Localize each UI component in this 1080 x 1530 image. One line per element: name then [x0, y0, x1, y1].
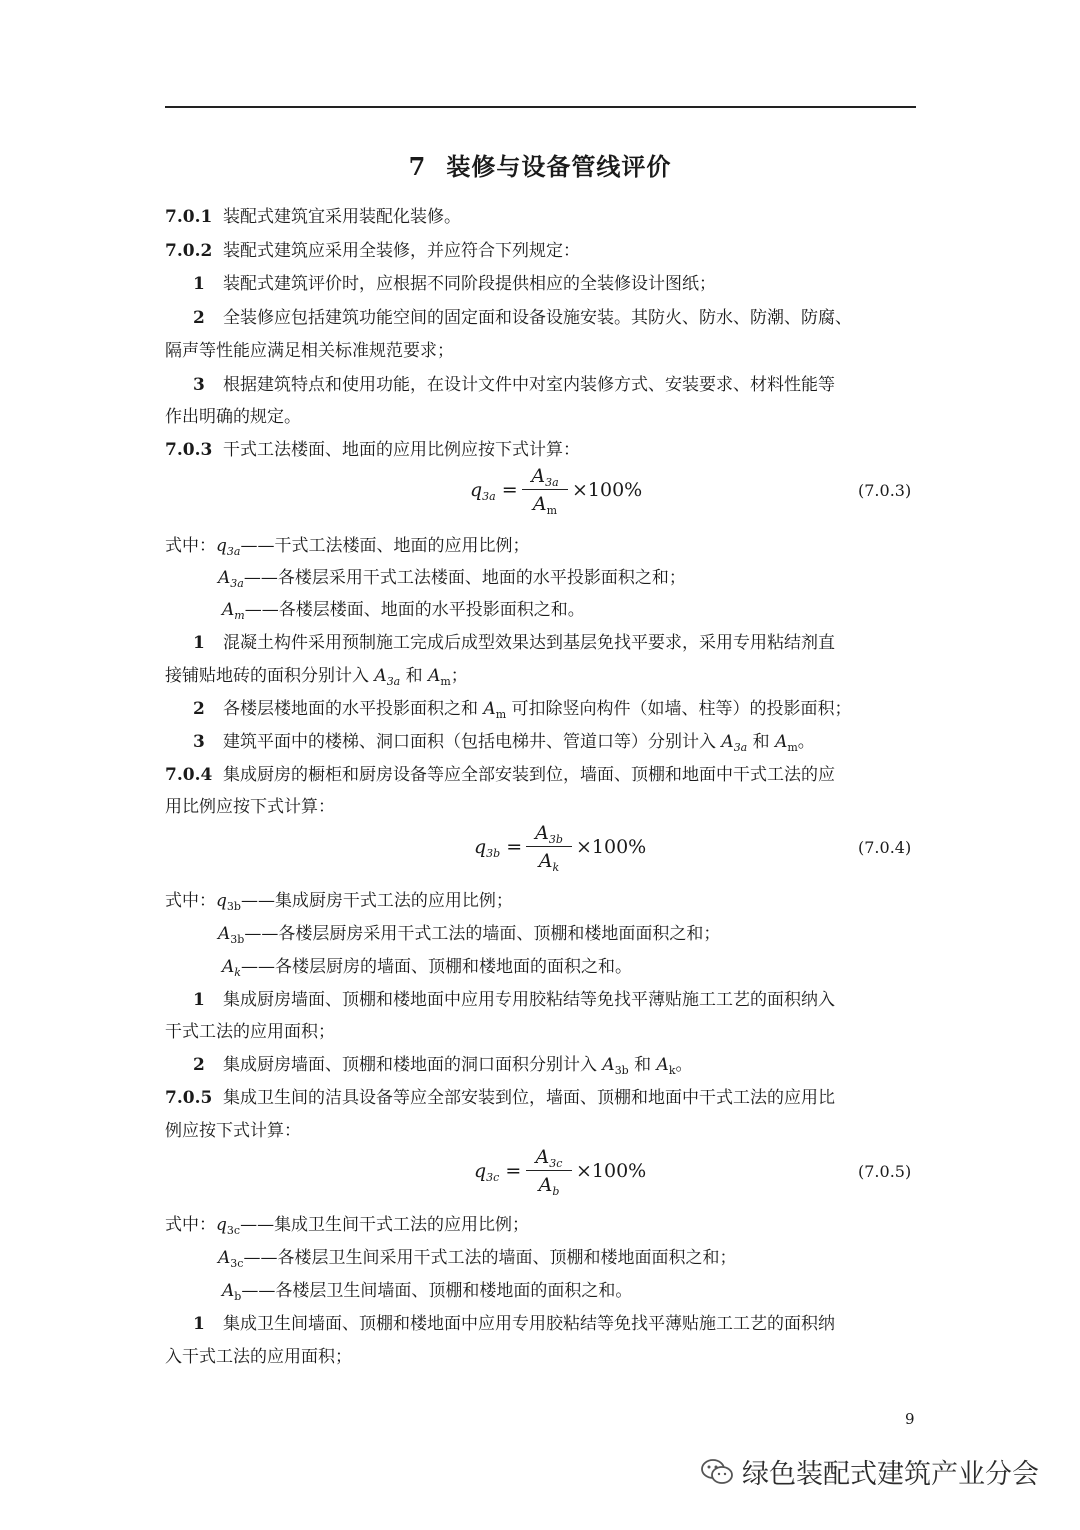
- def-a3c: $A_{3c}——$各楼层卫生间采用干式工法的墙面、顶棚和楼地面面积之和；: [218, 1248, 737, 1270]
- clause-7-0-2-item-2: 2 全装修应包括建筑功能空间的固定面和设备设施安装。其防火、防水、防潮、防腐、: [193, 308, 852, 328]
- clause-7-0-3-item-1: 1 混凝土构件采用预制施工完成后成型效果达到基层免找平要求，采用专用粘结剂直: [193, 633, 835, 653]
- equation-number-7-0-4: (7.0.4): [858, 838, 912, 857]
- clause-7-0-3-item-1-cont: 接铺贴地砖的面积分别计入 $A_{3a}$ 和 $A_m$；: [165, 666, 468, 688]
- formula-7-0-3: $q_{3a}$ = $A_{3a}$ $A_m$ ×100%: [470, 465, 643, 517]
- clause-7-0-5-item-1: 1 集成卫生间墙面、顶棚和楼地面中应用专用胶粘结等免找平薄贴施工工艺的面积纳: [193, 1314, 835, 1334]
- chapter-title: 7 装修与设备管线评价: [408, 152, 672, 181]
- clause-7-0-4-cont: 用比例应按下式计算：: [165, 797, 335, 817]
- page-number: 9: [905, 1410, 915, 1428]
- clause-7-0-3: 7.0.3 干式工法楼面、地面的应用比例应按下式计算：: [165, 440, 580, 460]
- def-am: $A_m——$各楼层楼面、地面的水平投影面积之和。: [222, 600, 585, 622]
- clause-7-0-2-item-1: 1 装配式建筑评价时，应根据不同阶段提供相应的全装修设计图纸；: [193, 274, 716, 294]
- def-q3b: 式中：$q_{3b}——$集成厨房干式工法的应用比例；: [165, 891, 513, 913]
- equation-number-7-0-3: (7.0.3): [858, 481, 912, 500]
- clause-7-0-2-item-2-cont: 隔声等性能应满足相关标准规范要求；: [165, 341, 454, 361]
- def-ak: $A_k——$各楼层厨房的墙面、顶棚和楼地面的面积之和。: [222, 957, 632, 979]
- formula-7-0-4: $q_{3b}$ = $A_{3b}$ $A_k$ ×100%: [474, 822, 647, 874]
- clause-7-0-2-item-3: 3 根据建筑特点和使用功能，在设计文件中对室内装修方式、安装要求、材料性能等: [193, 375, 835, 395]
- clause-7-0-5-item-1-cont: 入干式工法的应用面积；: [165, 1347, 352, 1367]
- def-a3a: $A_{3a}——$各楼层采用干式工法楼面、地面的水平投影面积之和；: [218, 568, 686, 590]
- clause-7-0-2-item-3-cont: 作出明确的规定。: [165, 407, 301, 427]
- header-rule: [165, 106, 916, 108]
- clause-7-0-3-item-2: 2 各楼层楼地面的水平投影面积之和 $A_m$ 可扣除竖向构件（如墙、柱等）的投影面积；: [193, 699, 852, 721]
- watermark: [700, 1452, 1039, 1491]
- def-a3b: $A_{3b}——$各楼层厨房采用干式工法的墙面、顶棚和楼地面面积之和；: [218, 924, 721, 946]
- wechat-icon: [700, 1458, 734, 1486]
- clause-7-0-5: 7.0.5 集成卫生间的洁具设备等应全部安装到位，墙面、顶棚和地面中干式工法的应用比: [165, 1088, 835, 1108]
- clause-7-0-1: 7.0.1 装配式建筑宜采用装配化装修。: [165, 207, 461, 227]
- formula-7-0-5: $q_{3c}$ = $A_{3c}$ $A_b$ ×100%: [474, 1146, 647, 1198]
- watermark-text: 绿色装配式建筑产业分会: [742, 1459, 1039, 1490]
- clause-7-0-4-item-2: 2 集成厨房墙面、顶棚和楼地面的洞口面积分别计入 $A_{3b}$ 和 $A_k$。: [193, 1055, 693, 1077]
- clause-7-0-4: 7.0.4 集成厨房的橱柜和厨房设备等应全部安装到位，墙面、顶棚和地面中干式工法的应: [165, 765, 835, 785]
- clause-7-0-2: 7.0.2 装配式建筑应采用全装修，并应符合下列规定：: [165, 241, 580, 261]
- def-q3c: 式中：$q_{3c}——$集成卫生间干式工法的应用比例；: [165, 1215, 530, 1237]
- clause-7-0-4-item-1: 1 集成厨房墙面、顶棚和楼地面中应用专用胶粘结等免找平薄贴施工工艺的面积纳入: [193, 990, 835, 1010]
- def-q3a: 式中：$q_{3a}——$干式工法楼面、地面的应用比例；: [165, 536, 530, 558]
- def-ab: $A_b——$各楼层卫生间墙面、顶棚和楼地面的面积之和。: [222, 1281, 633, 1303]
- clause-7-0-3-item-3: 3 建筑平面中的楼梯、洞口面积（包括电梯井、管道口等）分别计入 $A_{3a}$ 和 $A_m$。: [193, 732, 815, 754]
- clause-7-0-5-cont: 例应按下式计算：: [165, 1121, 301, 1141]
- clause-7-0-4-item-1-cont: 干式工法的应用面积；: [165, 1022, 335, 1042]
- equation-number-7-0-5: (7.0.5): [858, 1162, 912, 1181]
